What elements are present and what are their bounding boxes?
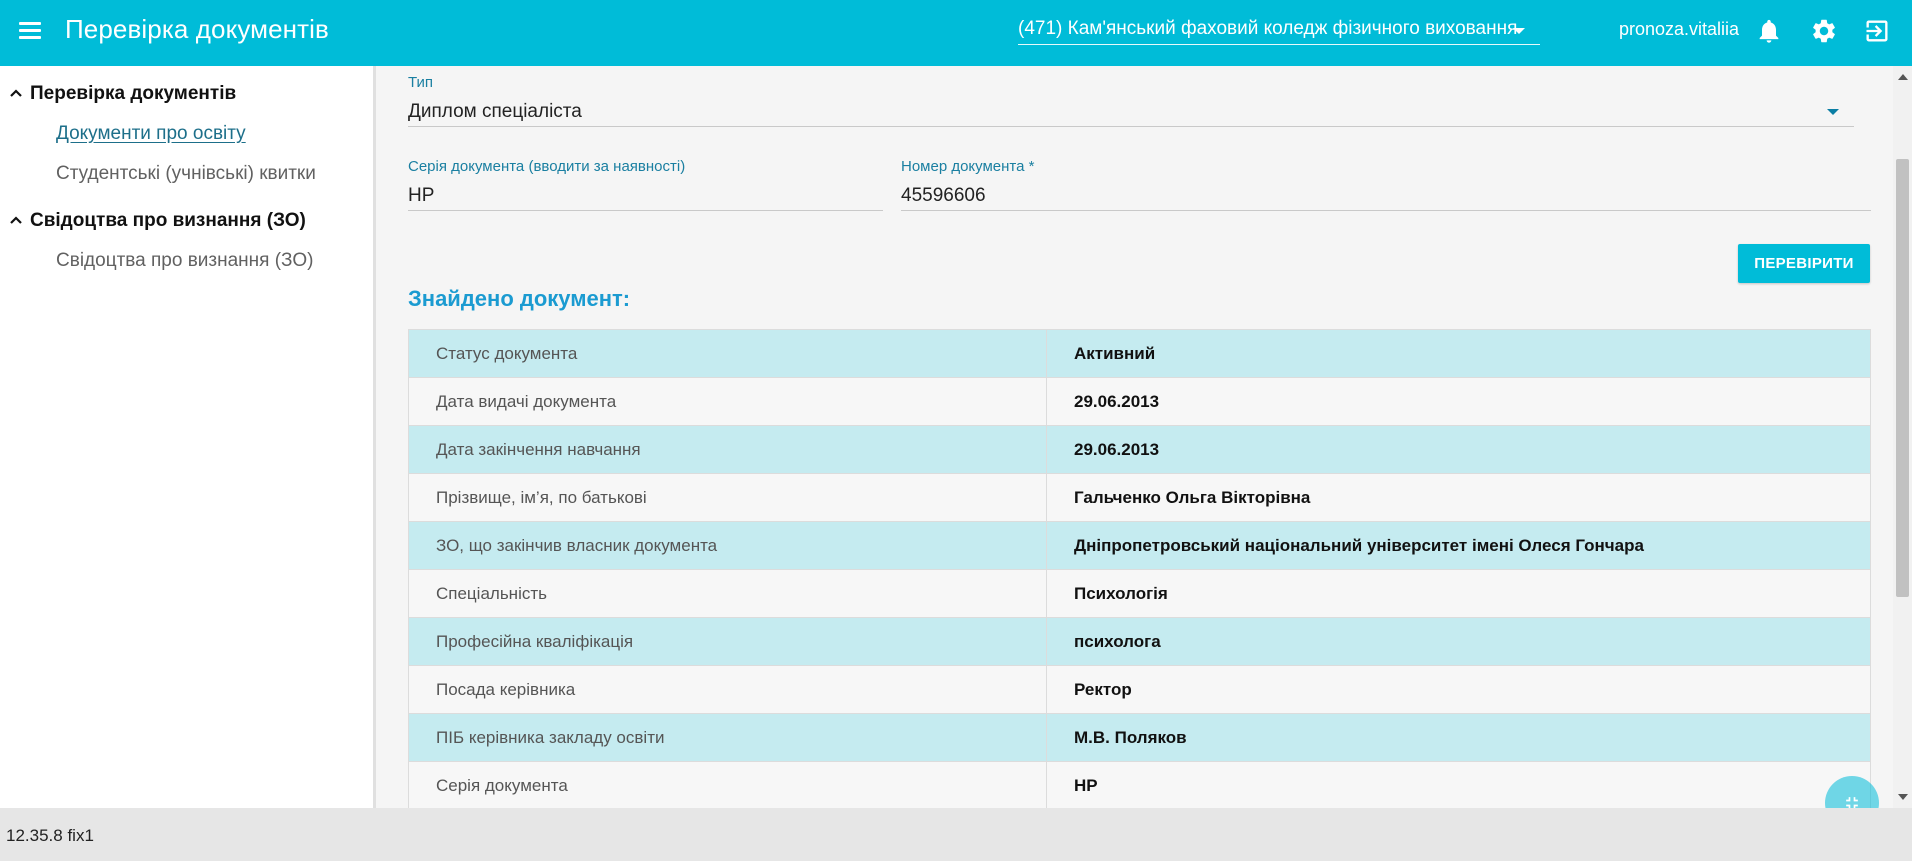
bell-icon[interactable]	[1755, 17, 1783, 45]
gear-icon[interactable]	[1810, 17, 1838, 45]
table-row	[409, 762, 1871, 809]
table-row	[409, 522, 1871, 570]
table-row	[409, 714, 1871, 762]
row-value: Ректор	[1047, 666, 1871, 714]
scrollbar-thumb[interactable]	[1896, 159, 1909, 597]
found-document-title: Знайдено документ:	[408, 286, 631, 311]
version-label: 12.35.8 fix1	[6, 826, 94, 845]
row-key: ПІБ керівника закладу освіти	[409, 714, 1047, 762]
scroll-up-icon[interactable]	[1898, 74, 1908, 80]
row-key: Статус документа	[409, 330, 1047, 378]
row-key: Серія документа	[409, 762, 1047, 809]
check-button[interactable]: ПЕРЕВІРИТИ	[1738, 244, 1870, 283]
number-input[interactable]: 45596606	[901, 185, 986, 206]
sidebar-section-label: Свідоцтва про визнання (ЗО)	[30, 210, 306, 231]
scroll-down-icon[interactable]	[1898, 794, 1908, 800]
type-field-label: Тип	[408, 74, 434, 91]
menu-icon[interactable]	[17, 19, 43, 45]
sidebar-item-recognition-certificates[interactable]: Свідоцтва про визнання (ЗО)	[56, 250, 314, 271]
chevron-up-icon	[10, 88, 22, 100]
organization-label: (471) Кам'янський фаховий коледж фізичного виховання	[1018, 18, 1518, 39]
number-field-label: Номер документа *	[901, 158, 1035, 175]
main-content	[379, 66, 1893, 808]
sidebar-item-education-documents[interactable]: Документи про освіту	[56, 123, 246, 144]
series-field-underline	[408, 210, 883, 211]
vertical-scrollbar[interactable]	[1893, 66, 1912, 808]
row-key: Спеціальність	[409, 570, 1047, 618]
table-row	[409, 618, 1871, 666]
result-table	[408, 329, 1871, 808]
row-value: НР	[1047, 762, 1871, 809]
sidebar-section-label: Перевірка документів	[30, 83, 237, 104]
footer	[0, 808, 1912, 861]
organization-select[interactable]	[1018, 16, 1540, 45]
row-value: Дніпропетровський національний університет імені Олеся Гончара	[1047, 522, 1871, 570]
row-key: Посада керівника	[409, 666, 1047, 714]
row-value: М.В. Поляков	[1047, 714, 1871, 762]
series-input[interactable]: НР	[408, 185, 435, 206]
row-value: Активний	[1047, 330, 1871, 378]
username[interactable]: pronoza.vitaliia	[1619, 19, 1740, 39]
chevron-down-icon[interactable]	[1827, 109, 1839, 115]
table-row	[409, 474, 1871, 522]
number-field-underline	[901, 210, 1871, 211]
sidebar	[0, 66, 376, 808]
sidebar-section-recognition[interactable]	[10, 210, 306, 232]
row-key: ЗО, що закінчив власник документа	[409, 522, 1047, 570]
row-key: Дата видачі документа	[409, 378, 1047, 426]
type-select[interactable]: Диплом спеціаліста	[408, 101, 582, 122]
chevron-up-icon	[10, 215, 22, 227]
chevron-down-icon	[1513, 28, 1525, 34]
row-value: Психологія	[1047, 570, 1871, 618]
row-value: Гальченко Ольга Вікторівна	[1047, 474, 1871, 522]
table-row	[409, 426, 1871, 474]
row-value: 29.06.2013	[1047, 378, 1871, 426]
row-key: Прізвище, ім’я, по батькові	[409, 474, 1047, 522]
type-field-underline	[408, 126, 1854, 127]
row-value: 29.06.2013	[1047, 426, 1871, 474]
sidebar-item-student-cards[interactable]: Студентські (учнівські) квитки	[56, 163, 316, 184]
row-key: Дата закінчення навчання	[409, 426, 1047, 474]
app-title: Перевірка документів	[65, 14, 329, 44]
series-field-label: Серія документа (вводити за наявності)	[408, 158, 686, 175]
row-value: психолога	[1047, 618, 1871, 666]
table-row	[409, 666, 1871, 714]
logout-icon[interactable]	[1863, 17, 1891, 45]
sidebar-section-documents[interactable]	[10, 83, 236, 105]
table-row	[409, 378, 1871, 426]
table-row	[409, 330, 1871, 378]
table-row	[409, 570, 1871, 618]
row-key: Професійна кваліфікація	[409, 618, 1047, 666]
top-app-bar	[0, 0, 1912, 66]
